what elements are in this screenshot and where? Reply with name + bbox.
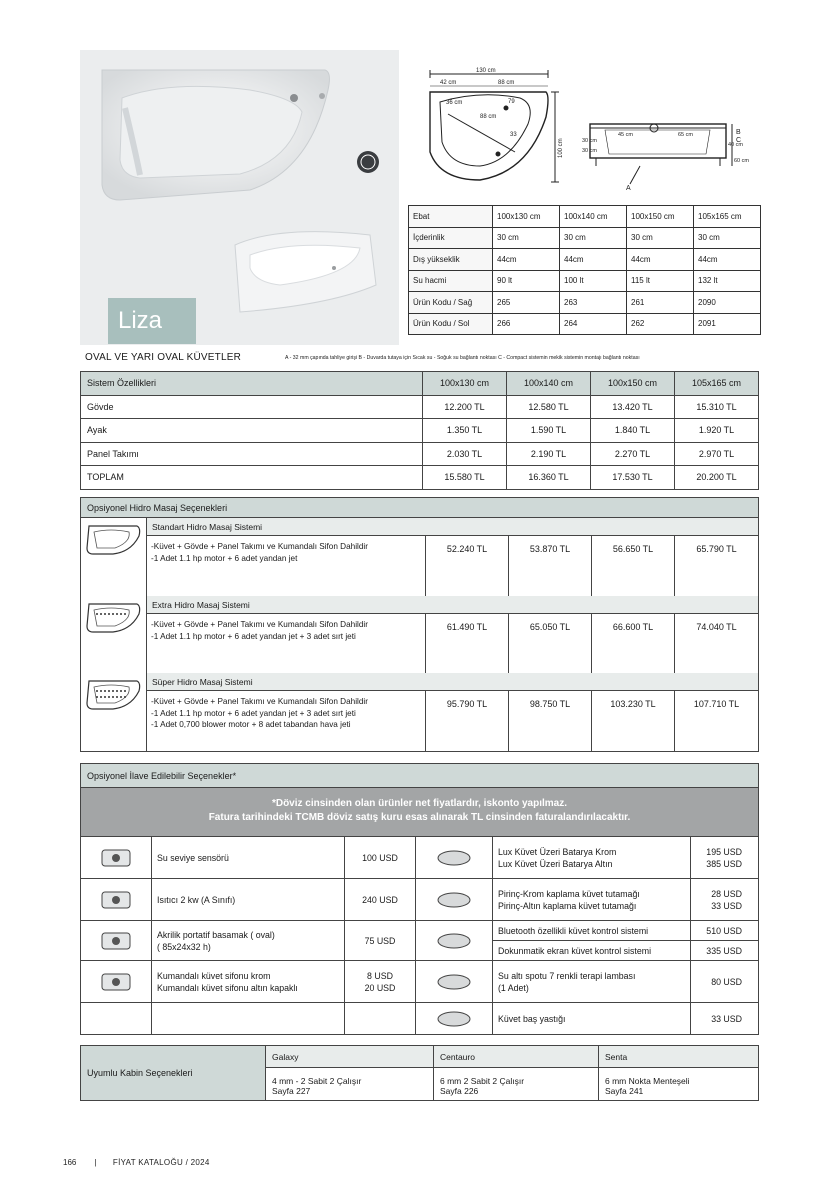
page-footer <box>63 1158 210 1167</box>
price-cell: 1.840 TL <box>591 419 675 443</box>
extra-item-name <box>493 879 691 920</box>
spec-row <box>409 292 761 314</box>
side-label-6: 60 cm <box>734 158 749 164</box>
item-text-block <box>493 961 690 1002</box>
description-line: -Küvet + Gövde + Panel Takımı ve Kumandalı Sifon Dahildir <box>151 542 368 551</box>
extra-item-price <box>345 879 416 920</box>
spotlight-icon <box>416 961 493 1002</box>
item-text-block <box>493 879 690 920</box>
extra-item-price <box>345 961 416 1002</box>
item-line: Küvet baş yastığı <box>498 1014 566 1024</box>
item-text-block <box>493 1003 690 1035</box>
side-label-5: 40 cm <box>728 142 743 148</box>
item-price: 33 USD <box>711 900 742 911</box>
footer-title: FİYAT KATALOĞU / 2024 <box>112 1158 210 1167</box>
spec-cell: 265 <box>493 292 560 314</box>
extra-item-price <box>345 921 416 960</box>
price-cell: 2.190 TL <box>507 442 591 466</box>
cabin-page: Sayfa 227 <box>272 1086 311 1096</box>
description-line: -1 Adet 0,700 blower motor + 8 adet tabandan hava jeti <box>151 720 351 729</box>
price-cell: 12.580 TL <box>507 395 591 419</box>
hydro-price-cell: 95.790 TL <box>426 691 509 751</box>
spec-cell: 30 cm <box>694 227 761 249</box>
hydro-price-cell: 61.490 TL <box>426 614 509 673</box>
top-view-drawing <box>430 70 559 182</box>
spec-cell: 100x130 cm <box>493 206 560 228</box>
spec-row-label: Dış yükseklik <box>409 249 493 271</box>
size-column-header: 100x150 cm <box>591 372 675 396</box>
cabin-description: 6 mm Nokta Menteşeli <box>605 1076 690 1086</box>
cabin-name: Centauro <box>434 1046 598 1068</box>
control-panel-icon <box>416 921 493 960</box>
item-line: Lux Küvet Üzeri Batarya Krom <box>498 846 617 857</box>
spec-row <box>409 270 761 292</box>
hydro-price-cell: 107.710 TL <box>693 699 740 709</box>
hydro-header: Opsiyonel Hidro Masaj Seçenekleri <box>81 498 758 518</box>
extras-header: Opsiyonel İlave Edilebilir Seçenekler* <box>81 764 758 788</box>
price-row-label: Ayak <box>81 419 423 443</box>
dim-right-label: 88 cm <box>498 80 515 86</box>
spec-cell: 2091 <box>694 313 761 335</box>
spec-cell: 261 <box>627 292 694 314</box>
dim-mid-label-1: 79 <box>508 99 515 105</box>
spec-cell: 44cm <box>627 249 694 271</box>
price-cell: 20.200 TL <box>675 466 759 490</box>
item-price-block <box>691 837 758 878</box>
cabin-option <box>599 1046 758 1100</box>
hydro-system <box>81 673 758 751</box>
spec-row-label: Ebat <box>409 206 493 228</box>
spec-row <box>409 249 761 271</box>
hydro-price-cell: 65.050 TL <box>509 614 592 673</box>
price-row <box>81 419 759 443</box>
cabin-option <box>434 1046 599 1100</box>
item-line: Akrilik portatif basamak ( oval) <box>157 929 275 940</box>
hydro-price-cell: 103.230 TL <box>592 691 675 751</box>
item-price: 8 USD <box>367 970 393 981</box>
extra-item-price <box>691 837 758 878</box>
spec-cell: 266 <box>493 313 560 335</box>
item-price-block <box>691 961 758 1002</box>
hydro-system-name: Süper Hidro Masaj Sistemi <box>147 673 758 691</box>
cabin-page: Sayfa 241 <box>605 1086 644 1096</box>
item-price: 28 USD <box>711 888 742 899</box>
spec-cell: 30 cm <box>627 227 694 249</box>
spec-row <box>409 313 761 335</box>
spec-row <box>409 227 761 249</box>
pillow-icon <box>416 1003 493 1035</box>
item-price-block <box>691 1003 758 1035</box>
price-table <box>80 371 759 490</box>
item-line: Lux Küvet Üzeri Batarya Altın <box>498 858 613 869</box>
hydro-system-description <box>147 614 426 673</box>
spec-cell: 44cm <box>560 249 627 271</box>
notice-line-2: Fatura tarihindeki TCMB döviz satış kuru esas alınarak TL cinsinden faturalandırılacaktır. <box>208 812 631 823</box>
hydro-tub-icon <box>81 596 147 673</box>
price-row-label: Gövde <box>81 395 423 419</box>
size-column-header: 105x165 cm <box>675 372 759 396</box>
section-title: OVAL VE YARI OVAL KÜVETLER <box>85 352 241 363</box>
price-cell: 13.420 TL <box>591 395 675 419</box>
price-cell: 17.530 TL <box>591 466 675 490</box>
item-line: Kumandalı küvet sifonu krom <box>157 970 271 981</box>
extra-item-name <box>493 837 691 878</box>
item-line: Dokunmatik ekran küvet kontrol sistemi <box>498 945 652 956</box>
size-column-header: 100x130 cm <box>423 372 507 396</box>
price-cell: 1.590 TL <box>507 419 591 443</box>
spec-cell: 30 cm <box>560 227 627 249</box>
side-view-drawing <box>590 124 732 184</box>
section-note: A - 32 mm çapında tahliye girişi B - Duvarda tutaya için Sıcak su - Soğuk su bağlantı noktası C - Compact sistemin mekik sistemin montajı bağlantı noktası <box>285 355 640 361</box>
description-line: -1 Adet 1.1 hp motor + 6 adet yandan jet + 3 adet sırt jeti <box>151 708 356 718</box>
item-line: Su altı spotu 7 renkli terapi lambası <box>498 970 636 981</box>
spec-cell: 100x150 cm <box>627 206 694 228</box>
spec-cell: 105x165 cm <box>694 206 761 228</box>
item-price: 195 USD <box>706 846 742 857</box>
side-mark-a: A <box>626 185 631 192</box>
hydro-price-cell: 53.870 TL <box>509 536 592 596</box>
heater-icon <box>81 879 152 920</box>
item-price: 80 USD <box>711 976 742 987</box>
hydro-price-cell: 98.750 TL <box>509 691 592 751</box>
spec-cell: 30 cm <box>493 227 560 249</box>
item-text-block <box>493 837 690 878</box>
item-price: 335 USD <box>706 945 742 956</box>
item-price: 20 USD <box>364 982 396 993</box>
spec-row-label: Ürün Kodu / Sağ <box>409 292 493 314</box>
side-label-2: 65 cm <box>678 132 693 138</box>
price-header-label: Sistem Özellikleri <box>81 372 423 396</box>
extra-item-price <box>345 837 416 878</box>
extra-item-name <box>493 1003 691 1035</box>
hydro-price-cell: 66.600 TL <box>592 614 675 673</box>
spec-cell: 262 <box>627 313 694 335</box>
dim-left-label: 42 cm <box>440 80 457 86</box>
spec-cell: 100 lt <box>560 270 627 292</box>
side-label-3: 30 cm <box>582 138 597 144</box>
spec-cell: 264 <box>560 313 627 335</box>
dim-small-label: 36 cm <box>446 100 463 106</box>
item-price: 33 USD <box>711 1014 742 1024</box>
extra-item-name <box>152 837 345 878</box>
price-cell: 2.970 TL <box>675 442 759 466</box>
extra-item-price <box>345 1003 416 1035</box>
extra-item-name <box>493 961 691 1002</box>
notice-line-1: *Döviz cinsinden olan ürünler net fiyatlardır, iskonto yapılmaz. <box>271 798 568 809</box>
item-price: 100 USD <box>362 852 398 863</box>
extras-row <box>81 1003 758 1035</box>
hydro-system-description <box>147 691 426 751</box>
spec-cell: 100x140 cm <box>560 206 627 228</box>
extra-item-price <box>691 879 758 920</box>
spec-cell: 44cm <box>493 249 560 271</box>
spec-cell: 2090 <box>694 292 761 314</box>
hydro-tub-icon <box>81 673 147 751</box>
extra-item-name <box>152 1003 345 1035</box>
hydro-system <box>81 596 758 673</box>
hydro-tub-icon <box>81 518 147 596</box>
extras-row <box>81 961 758 1003</box>
product-photo <box>80 50 399 345</box>
side-mark-c: C <box>736 137 742 144</box>
cabin-page: Sayfa 226 <box>440 1086 479 1096</box>
price-row-label: TOPLAM <box>81 466 423 490</box>
side-mark-b: B <box>736 129 741 136</box>
hydro-price-cell: 52.240 TL <box>426 536 509 596</box>
item-line: (1 Adet) <box>498 982 529 993</box>
item-price: 385 USD <box>706 858 742 869</box>
item-line: Pirinç-Krom kaplama küvet tutamağı <box>498 888 640 899</box>
dim-mid-label-3: 33 <box>510 132 517 138</box>
item-price-block <box>691 921 758 940</box>
price-cell: 1.920 TL <box>675 419 759 443</box>
spec-row <box>409 206 761 228</box>
item-price: 510 USD <box>706 925 742 936</box>
description-line: -Küvet + Gövde + Panel Takımı ve Kumandalı Sifon Dahildir <box>151 620 368 629</box>
sensor-icon <box>81 837 152 878</box>
price-cell: 15.580 TL <box>423 466 507 490</box>
hydro-system-description <box>147 536 426 596</box>
item-line: ( 85x24x32 h) <box>157 941 211 952</box>
item-price-block <box>691 940 758 960</box>
cabin-label: Uyumlu Kabin Seçenekleri <box>81 1046 266 1100</box>
extra-item-price <box>691 921 758 960</box>
cabin-name: Senta <box>599 1046 758 1068</box>
extra-item-name <box>152 879 345 920</box>
item-text-block <box>493 921 690 940</box>
description-line: -1 Adet 1.1 hp motor + 6 adet yandan jet <box>151 553 298 563</box>
hydro-system-name: Extra Hidro Masaj Sistemi <box>147 596 758 614</box>
cabin-option <box>266 1046 434 1100</box>
siphon-icon <box>81 961 152 1002</box>
spec-cell: 44cm <box>694 249 761 271</box>
hydro-massage-section <box>80 497 759 752</box>
item-line: Pirinç-Altın kaplama küvet tutamağı <box>498 900 637 911</box>
currency-notice <box>81 788 758 837</box>
spec-cell: 115 lt <box>627 270 694 292</box>
price-header-row <box>81 372 759 396</box>
spec-cell: 90 lt <box>493 270 560 292</box>
price-row <box>81 442 759 466</box>
item-text-block <box>493 940 690 960</box>
side-label-4: 30 cm <box>582 148 597 154</box>
hydro-price-cell: 56.650 TL <box>592 536 675 596</box>
item-line: Su seviye sensörü <box>157 852 229 863</box>
spec-row-label: Ürün Kodu / Sol <box>409 313 493 335</box>
hydro-price-cell: 74.040 TL <box>696 622 737 632</box>
product-name: Liza <box>108 298 196 344</box>
description-line: -1 Adet 1.1 hp motor + 6 adet yandan jet + 3 adet sırt jeti <box>151 631 356 641</box>
spec-table <box>408 205 761 335</box>
extras-row <box>81 879 758 921</box>
extra-item-price <box>691 961 758 1002</box>
extras-row <box>81 921 758 961</box>
extra-item-price <box>691 1003 758 1035</box>
empty-icon-cell <box>81 1003 152 1035</box>
item-price: 75 USD <box>364 935 396 946</box>
item-price-block <box>691 879 758 920</box>
extra-item-name <box>493 921 691 960</box>
page-number: 166 <box>63 1158 77 1167</box>
step-icon <box>81 921 152 960</box>
spec-cell: 132 lt <box>694 270 761 292</box>
hydro-price-cell: 65.790 TL <box>696 544 737 554</box>
cabin-description: 4 mm - 2 Sabit 2 Çalışır <box>272 1076 362 1086</box>
hydro-system-name: Standart Hidro Masaj Sistemi <box>147 518 758 536</box>
hydro-system <box>81 518 758 596</box>
warranty-badge-icon <box>357 151 379 173</box>
side-label-1: 45 cm <box>618 132 633 138</box>
dim-depth-label: 100 cm <box>558 138 564 158</box>
price-cell: 15.310 TL <box>675 395 759 419</box>
description-line: -Küvet + Gövde + Panel Takımı ve Kumandalı Sifon Dahildir <box>151 697 368 706</box>
price-cell: 12.200 TL <box>423 395 507 419</box>
item-price: 240 USD <box>362 894 398 905</box>
handle-icon <box>416 879 493 920</box>
extra-item-name <box>152 921 345 960</box>
spec-row-label: Su hacmi <box>409 270 493 292</box>
item-line: Isıtıcı 2 kw (A Sınıfı) <box>157 894 236 905</box>
cabin-description: 6 mm 2 Sabit 2 Çalışır <box>440 1076 525 1086</box>
item-line: Bluetooth özellikli küvet kontrol sistemi <box>498 925 649 936</box>
extras-row <box>81 837 758 879</box>
price-row-label: Panel Takımı <box>81 442 423 466</box>
price-row <box>81 466 759 490</box>
price-cell: 2.270 TL <box>591 442 675 466</box>
price-cell: 1.350 TL <box>423 419 507 443</box>
spec-cell: 263 <box>560 292 627 314</box>
price-row <box>81 395 759 419</box>
cabin-options <box>80 1045 759 1101</box>
price-cell: 16.360 TL <box>507 466 591 490</box>
technical-drawing <box>410 62 760 197</box>
price-cell: 2.030 TL <box>423 442 507 466</box>
spec-row-label: İçderinlik <box>409 227 493 249</box>
footer-separator: | <box>94 1158 97 1167</box>
item-line: Kumandalı küvet sifonu altın kapaklı <box>157 982 298 993</box>
size-column-header: 100x140 cm <box>507 372 591 396</box>
dim-mid-label-2: 88 cm <box>480 114 497 120</box>
optional-extras-section <box>80 763 759 1035</box>
faucet-icon <box>416 837 493 878</box>
extra-item-name <box>152 961 345 1002</box>
dim-width-label: 130 cm <box>476 68 496 74</box>
cabin-name: Galaxy <box>266 1046 433 1068</box>
